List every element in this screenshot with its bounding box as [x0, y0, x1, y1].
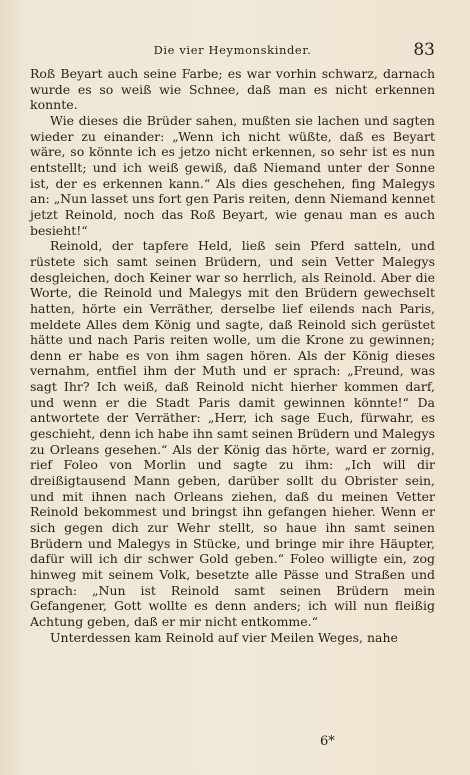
page-number: 83: [413, 40, 435, 60]
paragraph: Reinold, der tapfere Held, ließ sein Pferd satteln, und rüstete sich samt seinen Brüdern, und sein Vetter Malegys desgleichen, doch Keiner war so herrlich, als Reinold. Aber die Worte, die Reinold und Malegys mit den Brüdern gewechselt hatten, hörte ein Verräther, derselbe lief eilends nach Paris, meldete Alles dem König und sagte, daß Reinold sich gerüstet hätte und nach Paris reiten wolle, um die Krone zu gewinnen; denn er habe es von ihm sagen hören. Als der König dieses vernahm, entfiel ihm der Muth und er sprach: „Freund, was sagt Ihr? Ich weiß, daß Reinold nicht hierher kommen darf, und wenn er die Stadt Paris damit gewinnen könnte!“ Da antwortete der Verräther: „Herr, ich sage Euch, fürwahr, es geschieht, denn ich habe ihn samt seinen Brüdern und Malegys zu Orleans gesehen.“ Als der König das hörte, ward er zornig, rief Foleo von Morlin und sagte zu ihm: „Ich will dir dreißigtausend Mann geben, darüber sollt du Obrister sein, und mit ihnen nach Orleans ziehen, daß du meinen Vetter Reinold bekommest und bringst ihn gefangen hieher. Wenn er sich gegen dich zur Wehr stellt, so haue ihn samt seinen Brüdern und Malegys in Stücke, und bringe mir ihre Häupter, dafür will ich dir schwer Gold geben.“ Foleo willigte ein, zog hinweg mit seinem Volk, besetzte alle Pässe und Straßen und sprach: „Nun ist Reinold samt seinen Brüdern mein Gefangener, Gott wollte es denn anders; ich will nun fleißig Achtung geben, daß er mir nicht entkomme.“: [30, 238, 435, 629]
body-text: [30, 66, 435, 645]
signature-mark: 6*: [320, 734, 335, 749]
paragraph: Wie dieses die Brüder sahen, mußten sie lachen und sagten wieder zu einander: „Wenn ich nicht wüßte, daß es Beyart wäre, so könnte ich es jetzo nicht erkennen, so sehr ist es nun entstellt; und ich weiß gewiß, daß Niemand unter der Sonne ist, der es erkennen kann.“ Als dies geschehen, fing Malegys an: „Nun lasset uns fort gen Paris reiten, denn Niemand kennet jetzt Reinold, noch das Roß Beyart, wie genau man es auch besieht!“: [30, 112, 435, 238]
paragraph-continued: Roß Beyart auch seine Farbe; es war vorhin schwarz, darnach wurde es so weiß wie Schnee, daß man es nicht erkennen konnte.: [30, 66, 435, 113]
page-header: [30, 40, 435, 60]
paragraph: Unterdessen kam Reinold auf vier Meilen Weges, nahe: [50, 629, 398, 645]
running-title: Die vier Heymonskinder.: [153, 43, 312, 57]
